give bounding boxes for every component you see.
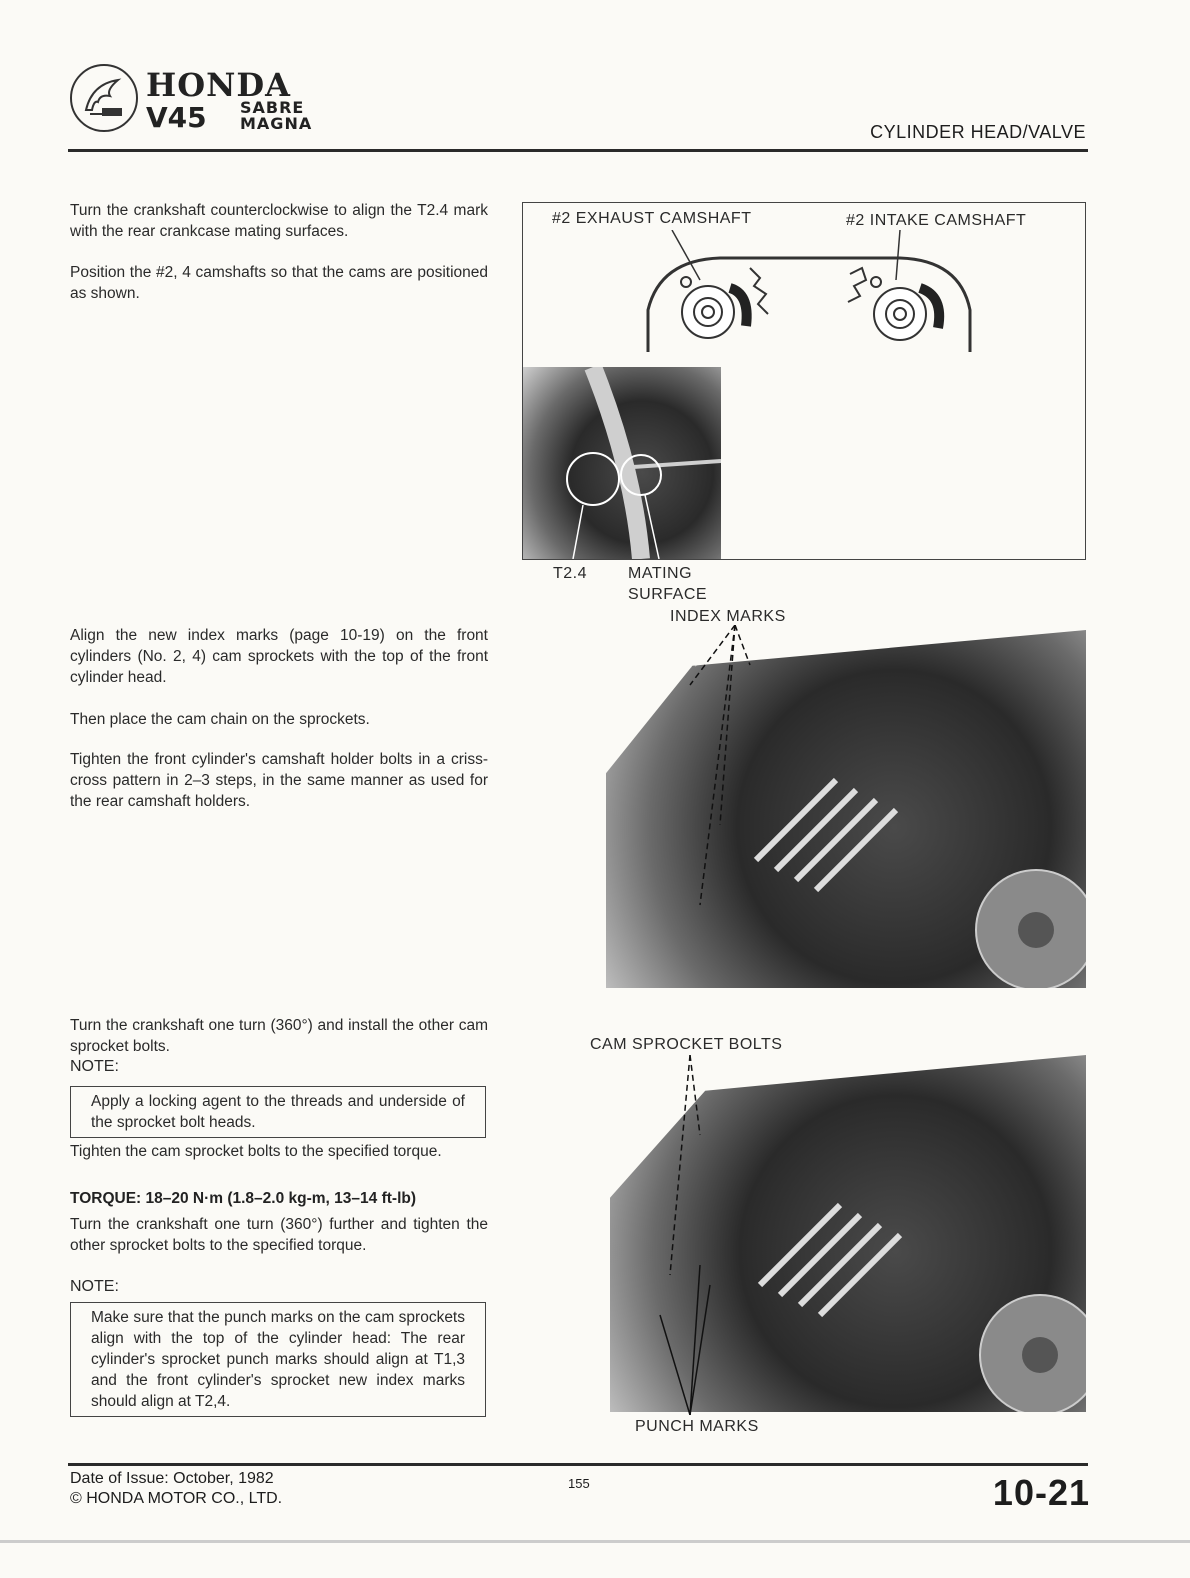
label-t24: T2.4 bbox=[553, 565, 588, 582]
label-intake-camshaft: #2 INTAKE CAMSHAFT bbox=[846, 212, 1027, 229]
paragraph-turn-further: Turn the crankshaft one turn (360°) further and tighten the other sprocket bolts to the specified torque. bbox=[70, 1216, 488, 1254]
note-label: NOTE: bbox=[70, 1278, 119, 1295]
copyright: © HONDA MOTOR CO., LTD. bbox=[70, 1490, 283, 1507]
label-mating: MATING bbox=[628, 565, 693, 582]
model-variant-sabre: SABRE bbox=[240, 98, 305, 117]
section-title: CYLINDER HEAD/VALVE bbox=[870, 122, 1086, 142]
camshaft-diagram bbox=[600, 230, 1000, 360]
crankcase-photo bbox=[523, 367, 721, 559]
note-box-locking-agent: Apply a locking agent to the threads and underside of the sprocket bolt heads. bbox=[70, 1086, 486, 1138]
honda-wing-logo bbox=[70, 64, 138, 132]
torque-spec: TORQUE: 18–20 N·m (1.8–2.0 kg-m, 13–14 ft-lb) bbox=[70, 1190, 417, 1207]
label-punch-marks: PUNCH MARKS bbox=[635, 1418, 759, 1435]
bolt-and-punch-pointers bbox=[630, 1055, 750, 1415]
paragraph-place-cam-chain: Then place the cam chain on the sprockets. bbox=[70, 711, 370, 728]
paragraph-align-t24: Turn the crankshaft counterclockwise to align the T2.4 mark with the rear crankcase mating surfaces. bbox=[70, 202, 488, 240]
paragraph-tighten-sprocket-bolts: Tighten the cam sprocket bolts to the specified torque. bbox=[70, 1143, 442, 1160]
label-cam-sprocket-bolts: CAM SPROCKET BOLTS bbox=[590, 1036, 783, 1053]
paragraph-install-sprocket-bolts: Turn the crankshaft one turn (360°) and install the other cam sprocket bolts. bbox=[70, 1017, 488, 1055]
section-page-number: 10-21 bbox=[992, 1472, 1090, 1513]
model-variant-magna: MAGNA bbox=[240, 114, 313, 133]
header-rule bbox=[68, 149, 1088, 152]
note-label: NOTE: bbox=[70, 1058, 119, 1075]
label-mating-surface bbox=[628, 563, 707, 605]
footer-rule bbox=[68, 1463, 1088, 1466]
paragraph-tighten-holder-bolts: Tighten the front cylinder's camshaft holder bolts in a criss-cross pattern in 2–3 steps, in the same manner as used for the rear camshaft holders. bbox=[70, 751, 488, 810]
note-box-punch-marks: Make sure that the punch marks on the cam sprockets align with the top of the cylinder head: The rear cylinder's sprocket punch marks should align at T1,3 and the front cylinder's sprocket new index marks should align at T2,4. bbox=[70, 1302, 486, 1417]
brand-name: HONDA bbox=[146, 66, 291, 104]
model-variants bbox=[240, 100, 312, 132]
page-number: 155 bbox=[568, 1476, 590, 1491]
label-exhaust-camshaft: #2 EXHAUST CAMSHAFT bbox=[552, 210, 752, 227]
paragraph-position-camshafts: Position the #2, 4 camshafts so that the cams are positioned as shown. bbox=[70, 264, 488, 302]
issue-date: Date of Issue: October, 1982 bbox=[70, 1470, 274, 1487]
label-index-marks: INDEX MARKS bbox=[670, 608, 786, 625]
index-marks-pointers bbox=[640, 625, 800, 915]
paragraph-align-index-marks: Align the new index marks (page 10-19) on the front cylinders (No. 2, 4) cam sprockets with the top of the front cylinder head. bbox=[70, 627, 488, 686]
scan-edge bbox=[0, 1540, 1190, 1543]
model-name: V45 bbox=[146, 101, 207, 134]
label-surface: SURFACE bbox=[628, 586, 708, 603]
